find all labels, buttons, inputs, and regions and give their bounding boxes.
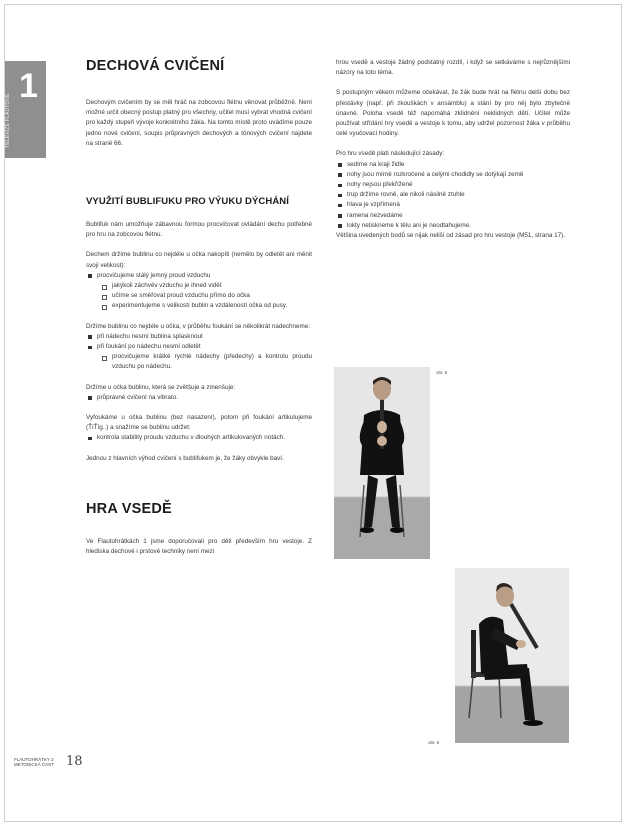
list-item: lokty netiskneme k tělu ani je neodtahujeme. — [347, 221, 570, 231]
footer-line: FLAUTOHRÁTKY 2 — [14, 757, 54, 762]
list-item: sedíme na kraji židle — [347, 160, 570, 170]
list-item: hlava je vzpřímená — [347, 200, 570, 210]
list-item: procvičujeme stálý jemný proud vzduchu — [97, 271, 312, 281]
paragraph: Jednou z hlavních výhod cvičení s bublifukem je, že žáky obvykle baví. — [86, 454, 284, 462]
list-item: experimentujeme s velikostí bublin a vzdáleností očka od pusy. — [112, 301, 312, 311]
caption-photo-1: obr. 6 — [436, 370, 448, 375]
paragraph: hrou vsedě a vestoje žádný podstatný rozdíl, i když se setkáváme s nejrůznějšími názory na toto téma. — [336, 59, 570, 77]
paragraph: S postupným věkem můžeme očekávat, že žák bude hrát na flétnu delší dobu bez přestávky (např. při zkouškách v ansámblu) a stání by pro něj bylo zbytečně únavné. Poloha vsedě též napomáhá zklidnění neklidných dětí. Učitel může používat střídání hry vsedě a vestoje k tomu, aby udržel pozornost žáka v průběhu celé vyučovací hodiny. — [336, 89, 570, 138]
list-item: jakýkoli záchvěv vzduchu je ihned vidět — [112, 281, 312, 291]
list-item: učíme se směřovat proud vzduchu přímo do očka — [112, 291, 312, 301]
paragraph: Držíme bublinu co nejdéle u očka, v průběhu foukání se několikrát nadechneme: — [86, 322, 311, 330]
chapter-side-text: TELEVIZE FLAUTOVÉ — [5, 93, 11, 149]
paragraph: Pro hru vsedě platí následující zásady: — [336, 150, 445, 158]
list-item: nohy nejsou překřížené — [347, 180, 570, 190]
left-column — [86, 58, 312, 557]
paragraph: Dechem držíme bublinu co nejdéle u očka nakopíti (nemělo by odletět ani měnit svoji velikost): — [86, 251, 312, 269]
list-item: při nádechu nesmí bublina splasknout — [97, 332, 312, 342]
bullet-list — [336, 160, 570, 231]
page-number: 18 — [66, 754, 83, 769]
photo-seated-front — [334, 367, 430, 559]
list-item: ramena nezvedáme — [347, 211, 570, 221]
photo-seated-side — [455, 568, 569, 743]
bullet-list — [86, 332, 312, 352]
paragraph: Vyfoukáme u očka bublinu (bez nasazení), potom při foukání artikulujeme (ŤíŤíg..) a snažíme se bublinu udržet: — [86, 414, 312, 432]
heading-dechova-cviceni: DECHOVÁ CVIČENÍ — [86, 58, 225, 74]
list-item: nohy jsou mírně rozkročené a celými chodidly se dotýkají země — [347, 170, 570, 180]
bullet-list — [86, 271, 312, 281]
list-item: průpravné cvičení na vibrato. — [97, 393, 312, 403]
list-item: trup držíme rovně, ale nikoli násilně ztuhle — [347, 190, 570, 200]
sub-list — [86, 281, 312, 312]
paragraph: Bublifuk nám umožňuje zábavnou formou procvičovat ovládání dechu potřebné pro hru na zobcovou flétnu. — [86, 221, 312, 239]
footer-line: METODICKÁ ČÁST — [14, 762, 54, 767]
caption-photo-2: obr. 6 — [428, 740, 440, 745]
intro-paragraph: Dechovým cvičením by se měl hráč na zobcovou flétnu věnovat průběžně. Není možné určit obecný postup platný pro všechny, učitel musí vybrat vhodná cvičení pro každý stupeň vývoje konkrétního žáka. Na tomto místě proto uvádíme pouze jedno nové cvičení, soupis průpravných dechových a tónových cvičení najdete na straně 66. — [86, 99, 312, 147]
list-item: kontrola stability proudu vzduchu v dlouhých artikulovaných notách. — [97, 433, 312, 443]
chapter-number: 1 — [19, 67, 38, 105]
footer-book-title — [14, 757, 54, 767]
list-item: procvičujeme krátké rychlé nádechy (předechy) a kontrolu proudu vzduchu po nádechu. — [112, 352, 312, 372]
paragraph: Ve Flautohrátkách 1 jsme doporučovali pro děti především hru vestoje. Z hlediska dechové i prstové techniky není mezi — [86, 537, 312, 556]
bullet-list — [86, 433, 312, 443]
right-column — [336, 58, 570, 241]
bullet-list — [86, 393, 312, 403]
heading-hra-vsede: HRA VSEDĚ — [86, 500, 172, 517]
paragraph: Držíme u očka bublinu, která se zvětšuje a zmenšuje: — [86, 383, 236, 391]
paragraph: Většina uvedených bodů se nijak neliší od zásad pro hru vestoje (M51, strana 17). — [336, 232, 565, 240]
list-item: při foukání po nádechu nesmí odletět — [97, 342, 312, 352]
heading-bublifuk: VYUŽITÍ BUBLIFUKU PRO VÝUKU DÝCHÁNÍ — [86, 196, 290, 208]
sub-list — [86, 352, 312, 372]
